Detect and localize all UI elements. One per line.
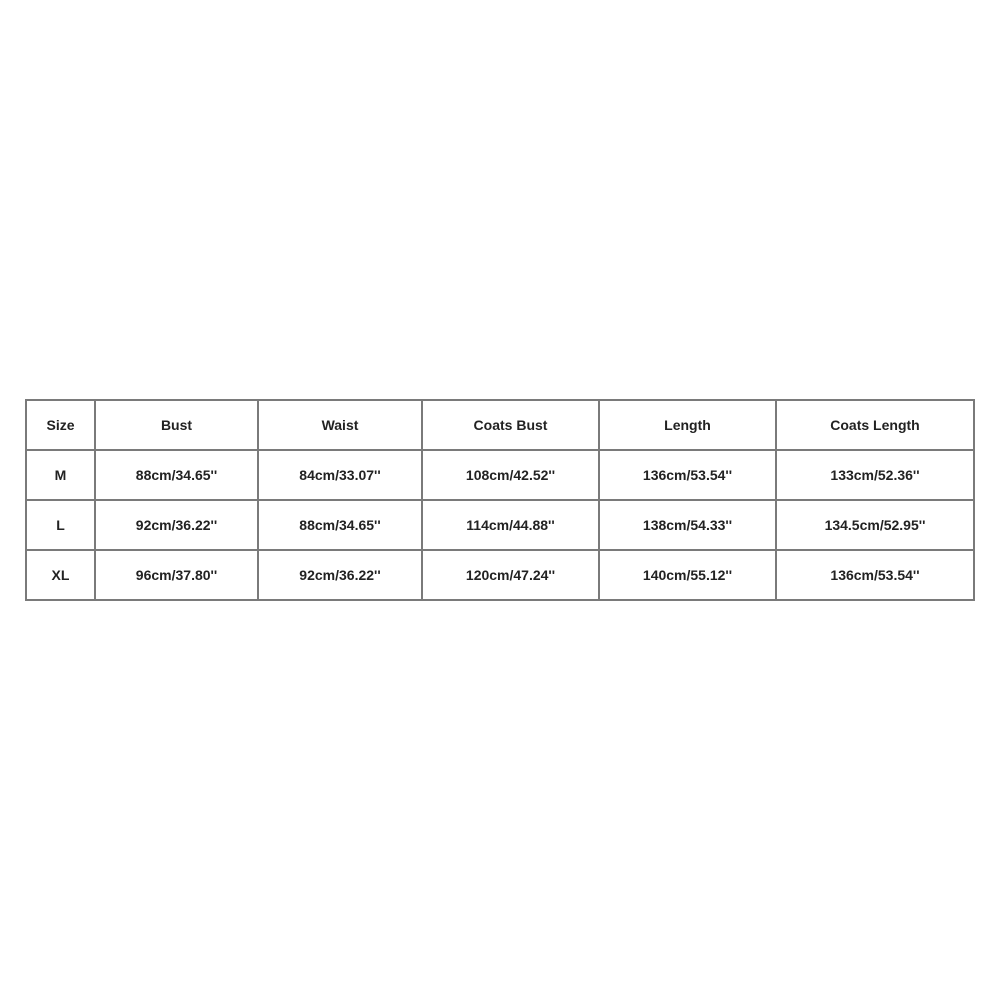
cell-coats-length: 133cm/52.36'' xyxy=(776,450,974,500)
cell-bust: 88cm/34.65'' xyxy=(95,450,258,500)
cell-coats-bust: 108cm/42.52'' xyxy=(422,450,599,500)
cell-coats-length: 134.5cm/52.95'' xyxy=(776,500,974,550)
cell-size: M xyxy=(26,450,95,500)
header-bust: Bust xyxy=(95,400,258,450)
cell-waist: 92cm/36.22'' xyxy=(258,550,422,600)
header-row xyxy=(26,400,974,450)
cell-length: 136cm/53.54'' xyxy=(599,450,776,500)
cell-length: 138cm/54.33'' xyxy=(599,500,776,550)
table-row xyxy=(26,450,974,500)
header-size: Size xyxy=(26,400,95,450)
cell-bust: 92cm/36.22'' xyxy=(95,500,258,550)
cell-bust: 96cm/37.80'' xyxy=(95,550,258,600)
cell-waist: 88cm/34.65'' xyxy=(258,500,422,550)
table-row xyxy=(26,550,974,600)
cell-waist: 84cm/33.07'' xyxy=(258,450,422,500)
cell-size: XL xyxy=(26,550,95,600)
header-waist: Waist xyxy=(258,400,422,450)
header-coats-length: Coats Length xyxy=(776,400,974,450)
cell-coats-bust: 114cm/44.88'' xyxy=(422,500,599,550)
cell-length: 140cm/55.12'' xyxy=(599,550,776,600)
header-coats-bust: Coats Bust xyxy=(422,400,599,450)
header-length: Length xyxy=(599,400,776,450)
cell-coats-bust: 120cm/47.24'' xyxy=(422,550,599,600)
cell-size: L xyxy=(26,500,95,550)
cell-coats-length: 136cm/53.54'' xyxy=(776,550,974,600)
size-chart-table xyxy=(25,399,975,601)
table-row xyxy=(26,500,974,550)
